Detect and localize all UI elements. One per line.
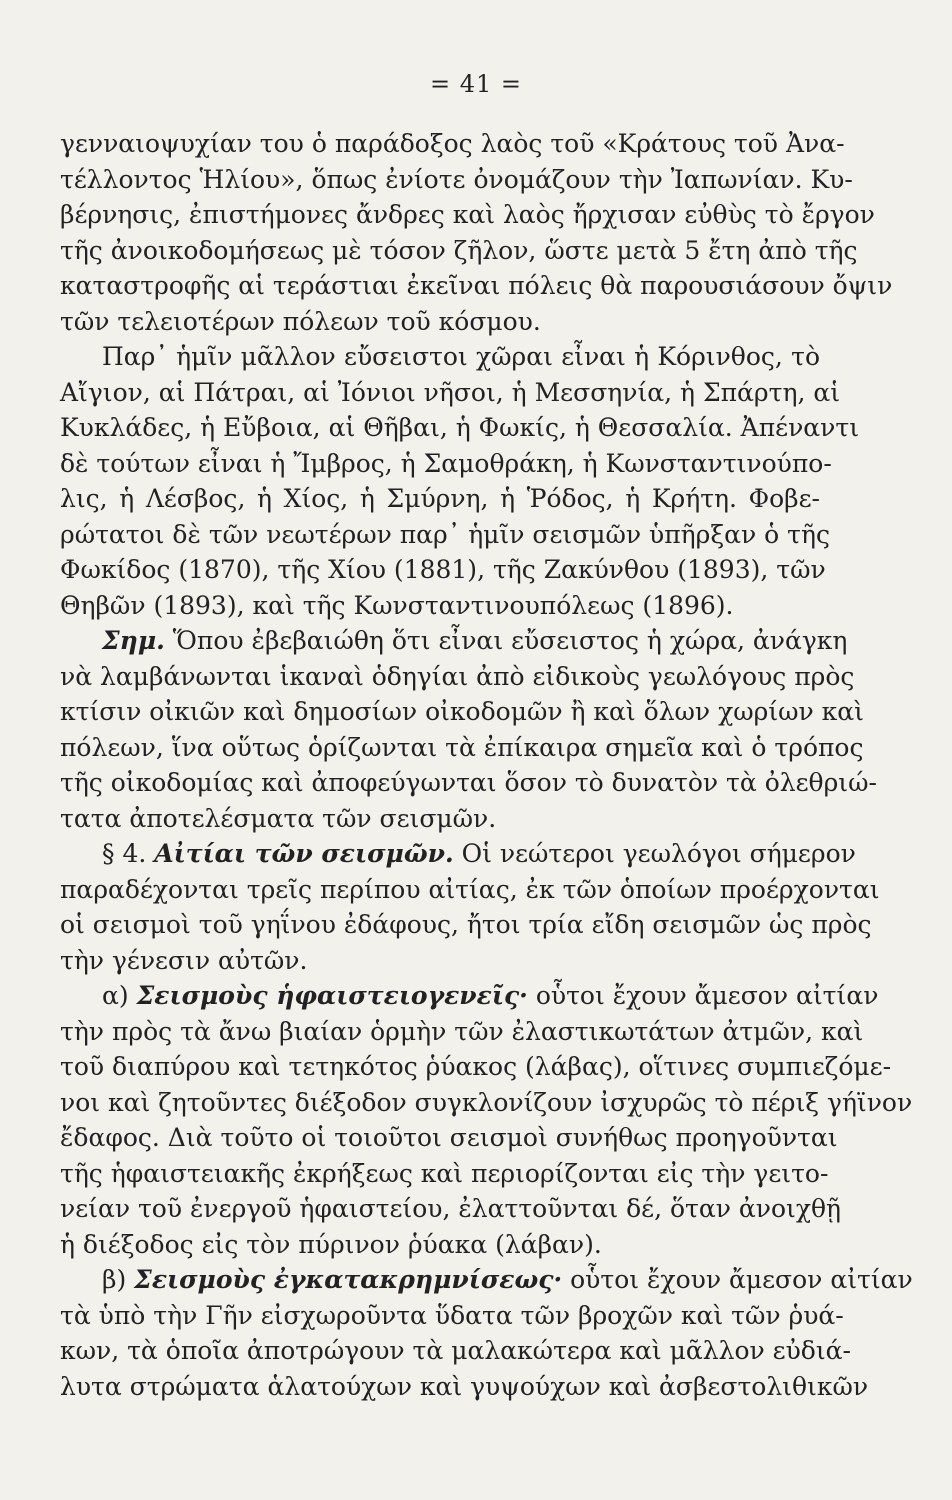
item-text: οὗτοι ἔχουν ἄμεσον αἰτίαν [527, 981, 879, 1010]
section-number: § 4. [102, 839, 155, 868]
list-paragraph [60, 978, 913, 1262]
text-line: ἔδαφος. Διὰ τοῦτο οἱ τοιοῦτοι σεισμοὶ συνήθως προηγοῦνται [60, 1123, 838, 1152]
text-line: καταστροφῆς αἱ τεράστιαι ἐκεῖναι πόλεις θὰ παρουσιάσουν ὄψιν [60, 271, 893, 300]
text-line: Φωκίδος (1870), τῆς Χίου (1881), τῆς Ζακύνθου (1893), τῶν [60, 555, 826, 584]
text-line: τῆς ἡφαιστειακῆς ἐκρήξεως καὶ περιορίζονται εἰς τὴν γειτο- [60, 1158, 829, 1188]
item-title: Σεισμοὺς ἐγκατακρημνίσεως· [134, 1265, 563, 1294]
text-line [60, 836, 856, 872]
text-line: βέρνησις, ἐπιστήμονες ἄνδρες καὶ λαὸς ἤρχισαν εὐθὺς τὸ ἔργον [60, 200, 875, 229]
paragraph [60, 126, 893, 339]
text-line: παραδέχονται τρεῖς περίπου αἰτίας, ἐκ τῶν ὁποίων προέρχονται [60, 874, 880, 904]
text-line: νείαν τοῦ ἐνεργοῦ ἡφαιστείου, ἐλαττοῦνται δέ, ὅταν ἀνοιχθῇ [60, 1194, 841, 1223]
text-line: οἱ σεισμοὶ τοῦ γηΐνου ἐδάφους, ἤτοι τρία εἴδη σεισμῶν ὡς πρὸς [60, 910, 872, 939]
item-marker: α) [102, 981, 137, 1010]
text-line: κτίσιν οἰκιῶν καὶ δημοσίων οἰκοδομῶν ἢ καὶ ὅλων χωρίων καὶ [60, 697, 864, 726]
section-title: Αἰτίαι τῶν σεισμῶν. [154, 839, 454, 868]
page-body [60, 126, 913, 1404]
note-label: Σημ. [102, 626, 165, 655]
item-text: οὗτοι ἔχουν ἄμεσον αἰτίαν [562, 1265, 913, 1294]
text-line: Αἴγιον, αἱ Πάτραι, αἱ Ἰόνιοι νῆσοι, ἡ Μεσσηνία, ἡ Σπάρτη, αἱ [60, 377, 841, 407]
section-text: Οἱ νεώτεροι γεωλόγοι σήμερον [453, 839, 856, 868]
text-line: λις, ἡ Λέσβος, ἡ Χίος, ἡ Σμύρνη, ἡ Ῥόδος, ἡ Κρήτη. Φοβε- [60, 484, 820, 513]
text-line: ἡ διέξοδος εἰς τὸν πύρινον ῥύακα (λάβαν). [60, 1229, 602, 1259]
text-line [60, 978, 879, 1014]
text-line: τῆς ἀνοικοδομήσεως μὲ τόσον ζῆλον, ὥστε μετὰ 5 ἔτη ἀπὸ τῆς [60, 235, 858, 265]
text-line: ρώτατοι δὲ τῶν νεωτέρων παρ᾿ ἡμῖν σεισμῶν ὑπῆρξαν ὁ τῆς [60, 519, 830, 549]
text-line: νὰ λαμβάνωνται ἱκαναὶ ὁδηγίαι ἀπὸ εἰδικοὺς γεωλόγους πρὸς [60, 661, 855, 691]
paragraph [60, 339, 859, 623]
text-line [60, 1262, 913, 1298]
text-line: τὴν πρὸς τὰ ἄνω βιαίαν ὁρμὴν τῶν ἐλαστικωτάτων ἀτμῶν, καὶ [60, 1016, 864, 1046]
text-line: νοι καὶ ζητοῦντες διέξοδον συγκλονίζουν ἰσχυρῶς τὸ πέριξ γήϊνον [60, 1087, 913, 1117]
note-text: Ὅπου ἐβεβαιώθη ὅτι εἶναι εὔσειστος ἡ χώρα, ἀνάγκη [164, 626, 848, 655]
text-line: τὴν γένεσιν αὐτῶν. [60, 945, 308, 975]
item-title: Σεισμοὺς ἡφαιστειογενεῖς· [136, 981, 528, 1010]
text-line: Θηβῶν (1893), καὶ τῆς Κωνσταντινουπόλεως (1896). [60, 590, 734, 620]
text-line: τῶν τελειοτέρων πόλεων τοῦ κόσμου. [60, 306, 541, 336]
list-paragraph [60, 1262, 913, 1404]
text-line: τέλλοντος Ἡλίου», ὅπως ἐνίοτε ὀνομάζουν τὴν Ἰαπωνίαν. Κυ- [60, 164, 853, 194]
item-marker: β) [102, 1265, 135, 1294]
text-line: τατα ἀποτελέσματα τῶν σεισμῶν. [60, 803, 497, 833]
text-line: τῆς οἰκοδομίας καὶ ἀποφεύγωνται ὅσον τὸ δυνατὸν τὰ ὀλεθριώ- [60, 768, 877, 797]
text-line: πόλεων, ἵνα οὕτως ὁρίζωνται τὰ ἐπίκαιρα σημεῖα καὶ ὁ τρόπος [60, 732, 864, 762]
section-paragraph [60, 836, 880, 978]
text-line: τὰ ὑπὸ τὴν Γῆν εἰσχωροῦντα ὕδατα τῶν βροχῶν καὶ τῶν ῥυά- [60, 1300, 844, 1330]
note-paragraph [60, 623, 877, 836]
text-line: δὲ τούτων εἶναι ἡ Ἴμβρος, ἡ Σαμοθράκη, ἡ Κωνσταντινούπο- [60, 448, 832, 478]
text-line: γενναιοψυχίαν του ὁ παράδοξος λαὸς τοῦ «Κράτους τοῦ Ἀνα- [60, 129, 845, 158]
text-line: λυτα στρώματα ἁλατούχων καὶ γυψούχων καὶ ἀσβεστολιθικῶν [60, 1371, 869, 1401]
text-line: κων, τὰ ὁποῖα ἀποτρώγουν τὰ μαλακώτερα καὶ μᾶλλον εὐδιά- [60, 1336, 851, 1365]
text-line: Παρ᾿ ἡμῖν μᾶλλον εὔσειστοι χῶραι εἶναι ἡ Κόρινθος, τὸ [102, 342, 820, 371]
text-line: τοῦ διαπύρου καὶ τετηκότος ῥύακος (λάβας), οἵτινες συμπιεζόμε- [60, 1052, 892, 1081]
text-line: Κυκλάδες, ἡ Εὔβοια, αἱ Θῆβαι, ἡ Φωκίς, ἡ Θεσσαλία. Ἀπέναντι [60, 413, 859, 442]
page-number: = 41 = [429, 70, 522, 98]
text-line [60, 623, 848, 659]
